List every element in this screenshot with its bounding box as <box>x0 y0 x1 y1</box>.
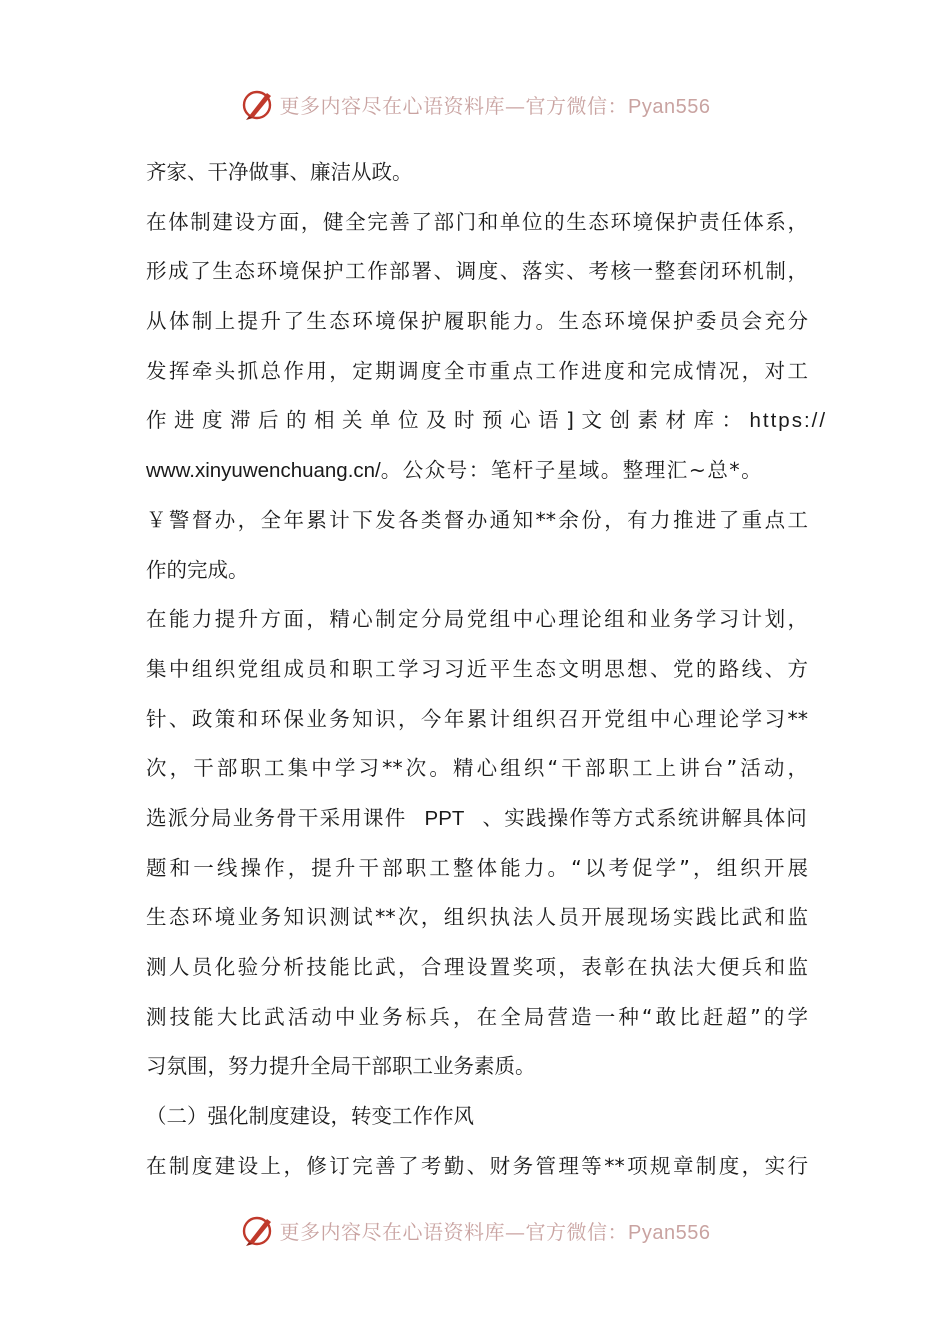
text-segment: 。公众号：笔杆子星域。整理汇~总*。 <box>380 458 764 483</box>
pen-logo-icon <box>240 86 276 122</box>
header-banner-text: 更多内容尽在心语资料库—官方微信：Pyan556 <box>279 93 711 118</box>
text-line: 集中组织党组成员和职工学习习近平生态文明思想、党的路线、方 <box>146 656 808 681</box>
footer-banner-text: 更多内容尽在心语资料库—官方微信：Pyan556 <box>279 1219 711 1244</box>
text-line: 在能力提升方面，精心制定分局党组中心理论组和业务学习计划， <box>146 607 808 632</box>
text-line: 在体制建设方面，健全完善了部门和单位的生态环境保护责任体系， <box>146 209 808 234</box>
text-segment: 、实践操作等方式系统讲解具体问 <box>482 805 808 830</box>
document-body <box>146 148 828 1191</box>
text-segment: 选派分局业务骨干采用课件 <box>146 805 407 830</box>
text-line: 次，干部职工集中学习**次。精心组织“干部职工上讲台”活动， <box>146 756 808 781</box>
footer-banner <box>0 1210 950 1250</box>
text-line: 作的完成。 <box>146 557 249 582</box>
url-fragment: https:// <box>749 409 828 433</box>
pen-logo-icon <box>240 1212 276 1248</box>
text-line: 从体制上提升了生态环境保护履职能力。生态环境保护委员会充分 <box>146 309 808 334</box>
text-line <box>146 446 808 496</box>
text-segment: 作进度滞后的相关单位及时预心语]文创素材库： <box>146 408 750 433</box>
text-line: 齐家、干净做事、廉洁从政。 <box>146 160 413 184</box>
text-segment: PPT <box>424 806 465 830</box>
text-line: 习氛围，努力提升全局干部职工业务素质。 <box>146 1054 536 1079</box>
url-text: www.xinyuwenchuang.cn/ <box>146 459 381 483</box>
text-line: ￥警督办，全年累计下发各类督办通知**余份，有力推进了重点工 <box>146 507 808 532</box>
text-line: 形成了生态环境保护工作部署、调度、落实、考核一整套闭环机制， <box>146 259 808 284</box>
text-line <box>146 396 828 446</box>
text-line: 针、政策和环保业务知识，今年累计组织召开党组中心理论学习** <box>146 706 808 731</box>
text-line: 测技能大比武活动中业务标兵，在全局营造一种“敢比赶超”的学 <box>146 1004 808 1029</box>
text-line: 在制度建设上，修订完善了考勤、财务管理等**项规章制度，实行 <box>146 1153 808 1178</box>
section-heading: （二）强化制度建设，转变工作作风 <box>146 1104 474 1129</box>
text-line: 测人员化验分析技能比武，合理设置奖项，表彰在执法大便兵和监 <box>146 955 808 979</box>
text-line: 发挥牵头抓总作用，定期调度全市重点工作进度和完成情况，对工 <box>146 358 808 383</box>
text-line: 生态环境业务知识测试**次，组织执法人员开展现场实践比武和监 <box>146 905 808 930</box>
text-line: 题和一线操作，提升干部职工整体能力。“以考促学”，组织开展 <box>146 855 808 880</box>
text-line <box>146 794 808 844</box>
header-banner <box>0 84 950 124</box>
